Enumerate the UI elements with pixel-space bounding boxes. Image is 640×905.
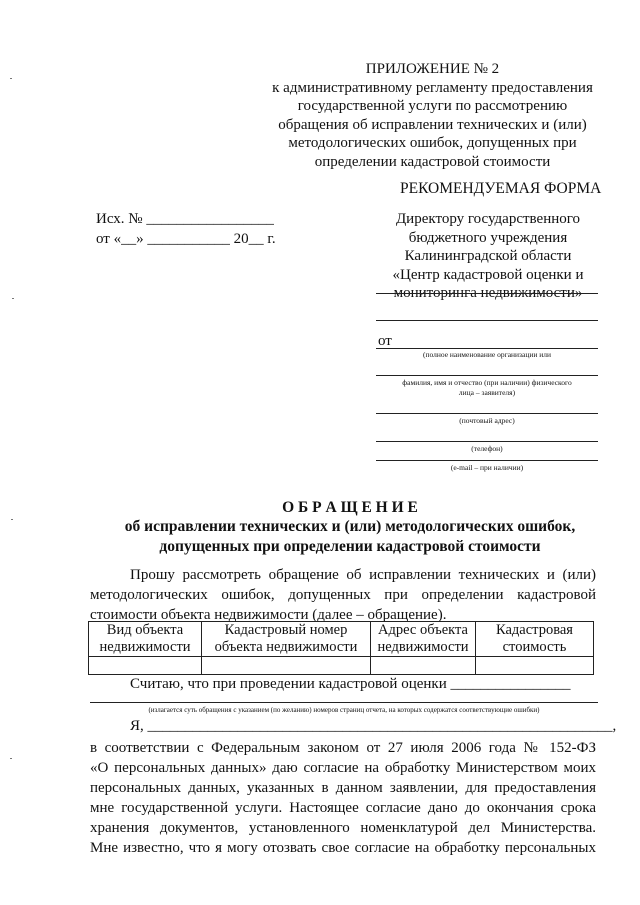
appendix-line: методологических ошибок, допущенных при: [288, 135, 577, 151]
header-text: Кадастровая: [496, 622, 573, 638]
header-text: недвижимости: [99, 639, 191, 655]
applicant-line[interactable]: [376, 320, 598, 321]
request-line: Прошу рассмотреть обращение об исправлении технических и (или): [130, 567, 596, 583]
consent-line: Мне известно, что я могу отозвать свое согласие на обработку персональных: [90, 840, 596, 856]
header-text: Адрес объекта: [378, 622, 468, 638]
consent-paragraph: [90, 738, 596, 858]
appendix-line: государственной услуги по рассмотрению: [297, 98, 568, 114]
request-line: стоимости объекта недвижимости (далее – обращение).: [90, 607, 447, 623]
scan-speck: [10, 78, 12, 79]
appeal-subtitle-line: об исправлении технических и (или) методологических ошибок,: [124, 518, 576, 535]
recommended-form-label: РЕКОМЕНДУЕМАЯ ФОРМА: [400, 180, 602, 197]
header-cadastral-number: [202, 622, 371, 657]
addressee-line: бюджетного учреждения: [408, 229, 568, 246]
addressee-block: [376, 210, 600, 303]
appeal-title: О Б Р А Щ Е Н И Е: [282, 499, 418, 516]
phone-line[interactable]: [376, 441, 598, 442]
request-line: методологических ошибок, допущенных при определении кадастровой: [90, 587, 596, 603]
header-object-type: [89, 622, 202, 657]
appendix-block: [260, 60, 605, 171]
scan-speck: [12, 298, 14, 299]
addressee-line: Калининградской области: [404, 248, 572, 264]
addressee-line: мониторинга недвижимости»: [393, 285, 583, 301]
hint-name-2: лица – заявителя): [458, 388, 516, 397]
appendix-line: обращения об исправлении технических и (или): [278, 116, 587, 133]
consent-line: персональных данных, указанных в данном заявлении, для предоставления: [90, 780, 596, 796]
consider-line[interactable]: [90, 702, 598, 703]
appeal-subtitle-line: допущенных при определении кадастровой стоимости: [159, 538, 541, 555]
consider-hint: (излагается суть обращения с указанием (по желанию) номеров страниц отчета, на которых содержатся соответствующие ошибки): [148, 706, 540, 714]
appeal-subtitle: [60, 517, 640, 557]
consent-line: в соответствии с Федеральным законом от 27 июля 2006 года № 152-ФЗ: [90, 740, 596, 756]
table-cell[interactable]: [202, 657, 371, 675]
appendix-title: ПРИЛОЖЕНИЕ № 2: [365, 61, 500, 77]
applicant-name-line[interactable]: [376, 348, 598, 349]
header-cadastral-value: [476, 622, 594, 657]
hint-email: (e-mail – при наличии): [450, 463, 524, 472]
appendix-line: определении кадастровой стоимости: [314, 153, 551, 170]
header-text: Кадастровый номер: [224, 622, 348, 638]
addressee-line: Директору государственного: [395, 211, 581, 227]
consent-line: мне государственной услуги. Настоящее согласие дано до окончания срока: [90, 800, 596, 816]
object-table: [88, 621, 594, 675]
request-paragraph: [90, 565, 596, 625]
header-text: стоимость: [502, 639, 567, 655]
appendix-line: к административному регламенту предоставления: [272, 79, 593, 96]
outgoing-block: [96, 209, 276, 249]
addressee-underline: [376, 293, 598, 294]
consider-text: Считаю, что при проведении кадастровой оценки ________________: [130, 676, 571, 692]
consent-line: «О персональных данных» даю согласие на обработку Министерством моих: [90, 760, 596, 776]
email-line[interactable]: [376, 460, 598, 461]
scan-speck: [11, 519, 13, 520]
table-row: [89, 657, 594, 675]
header-text: объекта недвижимости: [214, 639, 358, 655]
consent-name: Я, ______________________________________________________________,: [130, 718, 617, 734]
outgoing-number: Исх. № _________________: [96, 211, 274, 227]
header-address: [371, 622, 476, 657]
hint-org: (полное наименование организации или: [422, 350, 552, 359]
table-cell[interactable]: [89, 657, 202, 675]
table-cell[interactable]: [371, 657, 476, 675]
hint-address: (почтовый адрес): [459, 416, 515, 425]
scan-speck: [10, 758, 12, 759]
from-label: от: [378, 333, 392, 349]
hint-name-1: фамилия, имя и отчество (при наличии) физического: [402, 378, 572, 387]
consent-line: хранения документов, установленного номенклатурой дел Министерства.: [90, 820, 596, 836]
header-text: недвижимости: [377, 639, 469, 655]
applicant-name-line-2[interactable]: [376, 375, 598, 376]
outgoing-date: от «__» ___________ 20__ г.: [96, 231, 276, 247]
table-cell[interactable]: [476, 657, 594, 675]
header-text: Вид объекта: [106, 622, 184, 638]
addressee-line: «Центр кадастровой оценки и: [392, 266, 584, 283]
address-line[interactable]: [376, 413, 598, 414]
hint-phone: (телефон): [471, 444, 503, 453]
table-header-row: [89, 622, 594, 657]
